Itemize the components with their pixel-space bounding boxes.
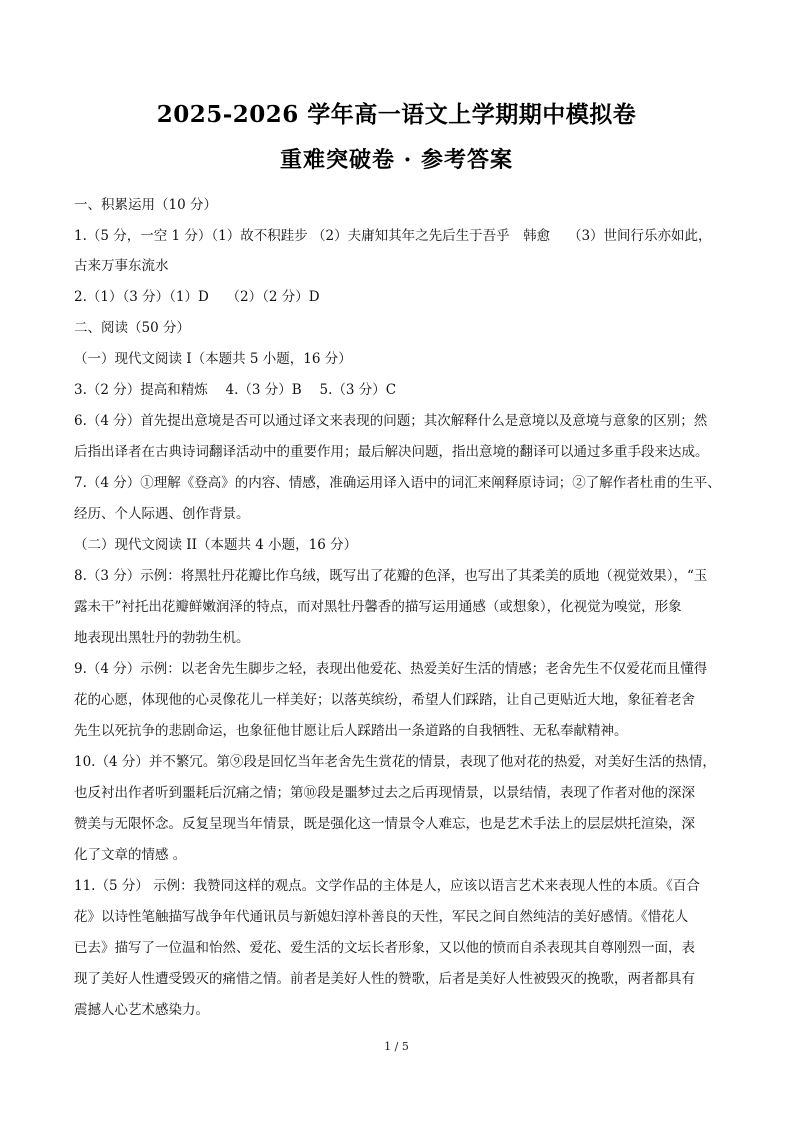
answer-line: 震撼人心艺术感染力。 (74, 1002, 209, 1018)
answer-line: 花》以诗性笔触描写战争年代通讯员与新媳妇淳朴善良的天性，军民之间自然纯洁的美好感情。《惜花人 (74, 909, 689, 925)
answer-line: 8.（3 分）示例：将黑牡丹花瓣比作乌绒，既写出了花瓣的色泽，也写出了其柔美的质地（视觉效果），“玉 (74, 568, 708, 584)
subsection-heading: （二）现代文阅读 II（本题共 4 小题，16 分） (74, 537, 358, 553)
answer-line: 花的心愿，体现他的心灵像花儿一样美好；以落英缤纷，希望人们踩踏，让自己更贴近大地，象征着老舍 (74, 692, 695, 708)
answer-line: 已去》描写了一位温和怡然、爱花、爱生活的文坛长者形象，又以他的愤而自杀表现其自尊刚烈一面，表 (74, 940, 695, 956)
answer-line: 11.（5 分） 示例：我赞同这样的观点。文学作品的主体是人，应该以语言艺术来表现人性的本质。《百合 (74, 878, 700, 894)
answer-line: 地表现出黑牡丹的勃勃生机。 (74, 630, 250, 646)
answer-line: 6.（4 分）首先提出意境是否可以通过译文来表现的问题；其次解释什么是意境以及意境与意象的区别；然 (74, 413, 708, 429)
section-heading: 一、积累运用（10 分） (74, 197, 217, 213)
answer-line: 2.（1）（3 分）（1）D （2）（2 分）D (74, 289, 320, 305)
answer-line: 3.（2 分）提高和精炼 4.（3 分）B 5.（3 分）C (74, 382, 397, 398)
document-title: 2025-2026 学年高一语文上学期期中模拟卷 (156, 101, 637, 128)
answer-line: 经历、个人际遇、创作背景。 (74, 506, 250, 522)
answer-line: 10.（4 分）并不繁冗。第⑨段是回忆当年老舍先生赏花的情景，表现了他对花的热爱，对美好生活的热情， (74, 754, 716, 770)
answer-line: 化了文章的情感 。 (74, 847, 187, 863)
answer-line: 现了美好人性遭受毁灭的痛惜之情。前者是美好人性的赞歌，后者是美好人性被毁灭的挽歌，两者都具有 (74, 971, 695, 987)
answer-line: 古来万事东流水 (74, 258, 169, 274)
answer-line: 赞美与无限怀念。反复呈现当年情景，既是强化这一情景令人难忘，也是艺术手法上的层层烘托渲染，深 (74, 816, 695, 832)
answer-line: 也反衬出作者听到噩耗后沉痛之情；第⑩段是噩梦过去之后再现情景，以景结情，表现了作者对他的深深 (74, 785, 695, 801)
answer-line: 后指出译者在古典诗词翻译活动中的重要作用；最后解决问题，指出意境的翻译可以通过多重手段来达成。 (74, 444, 709, 460)
page-number: 1 / 5 (384, 1040, 409, 1053)
document-subtitle: 重难突破卷 · 参考答案 (280, 147, 513, 173)
subsection-heading: （一）现代文阅读 I（本题共 5 小题，16 分） (74, 351, 352, 367)
section-heading: 二、阅读（50 分） (74, 320, 190, 336)
answer-line: 露未干”衬托出花瓣鲜嫩润泽的特点，而对黑牡丹馨香的描写运用通感（或想象），化视觉为嗅觉，形象 (74, 599, 682, 615)
answer-line: 9.（4 分）示例：以老舍先生脚步之轻，表现出他爱花、热爱美好生活的情感；老舍先生不仅爱花而且懂得 (74, 661, 708, 677)
answer-line: 7.（4 分）①理解《登高》的内容、情感，准确运用译入语中的词汇来阐释原诗词；②了解作者杜甫的生平、 (74, 475, 721, 491)
answer-line: 先生以死抗争的悲剧命运，也象征他甘愿让后人踩踏出一条道路的自我牺牲、无私奉献精神。 (74, 723, 628, 739)
answer-line: 1.（5 分，一空 1 分）（1）故不积跬步 （2）夫庸知其年之先后生于吾乎 韩愈 （3）世间行乐亦如此， (74, 228, 712, 244)
